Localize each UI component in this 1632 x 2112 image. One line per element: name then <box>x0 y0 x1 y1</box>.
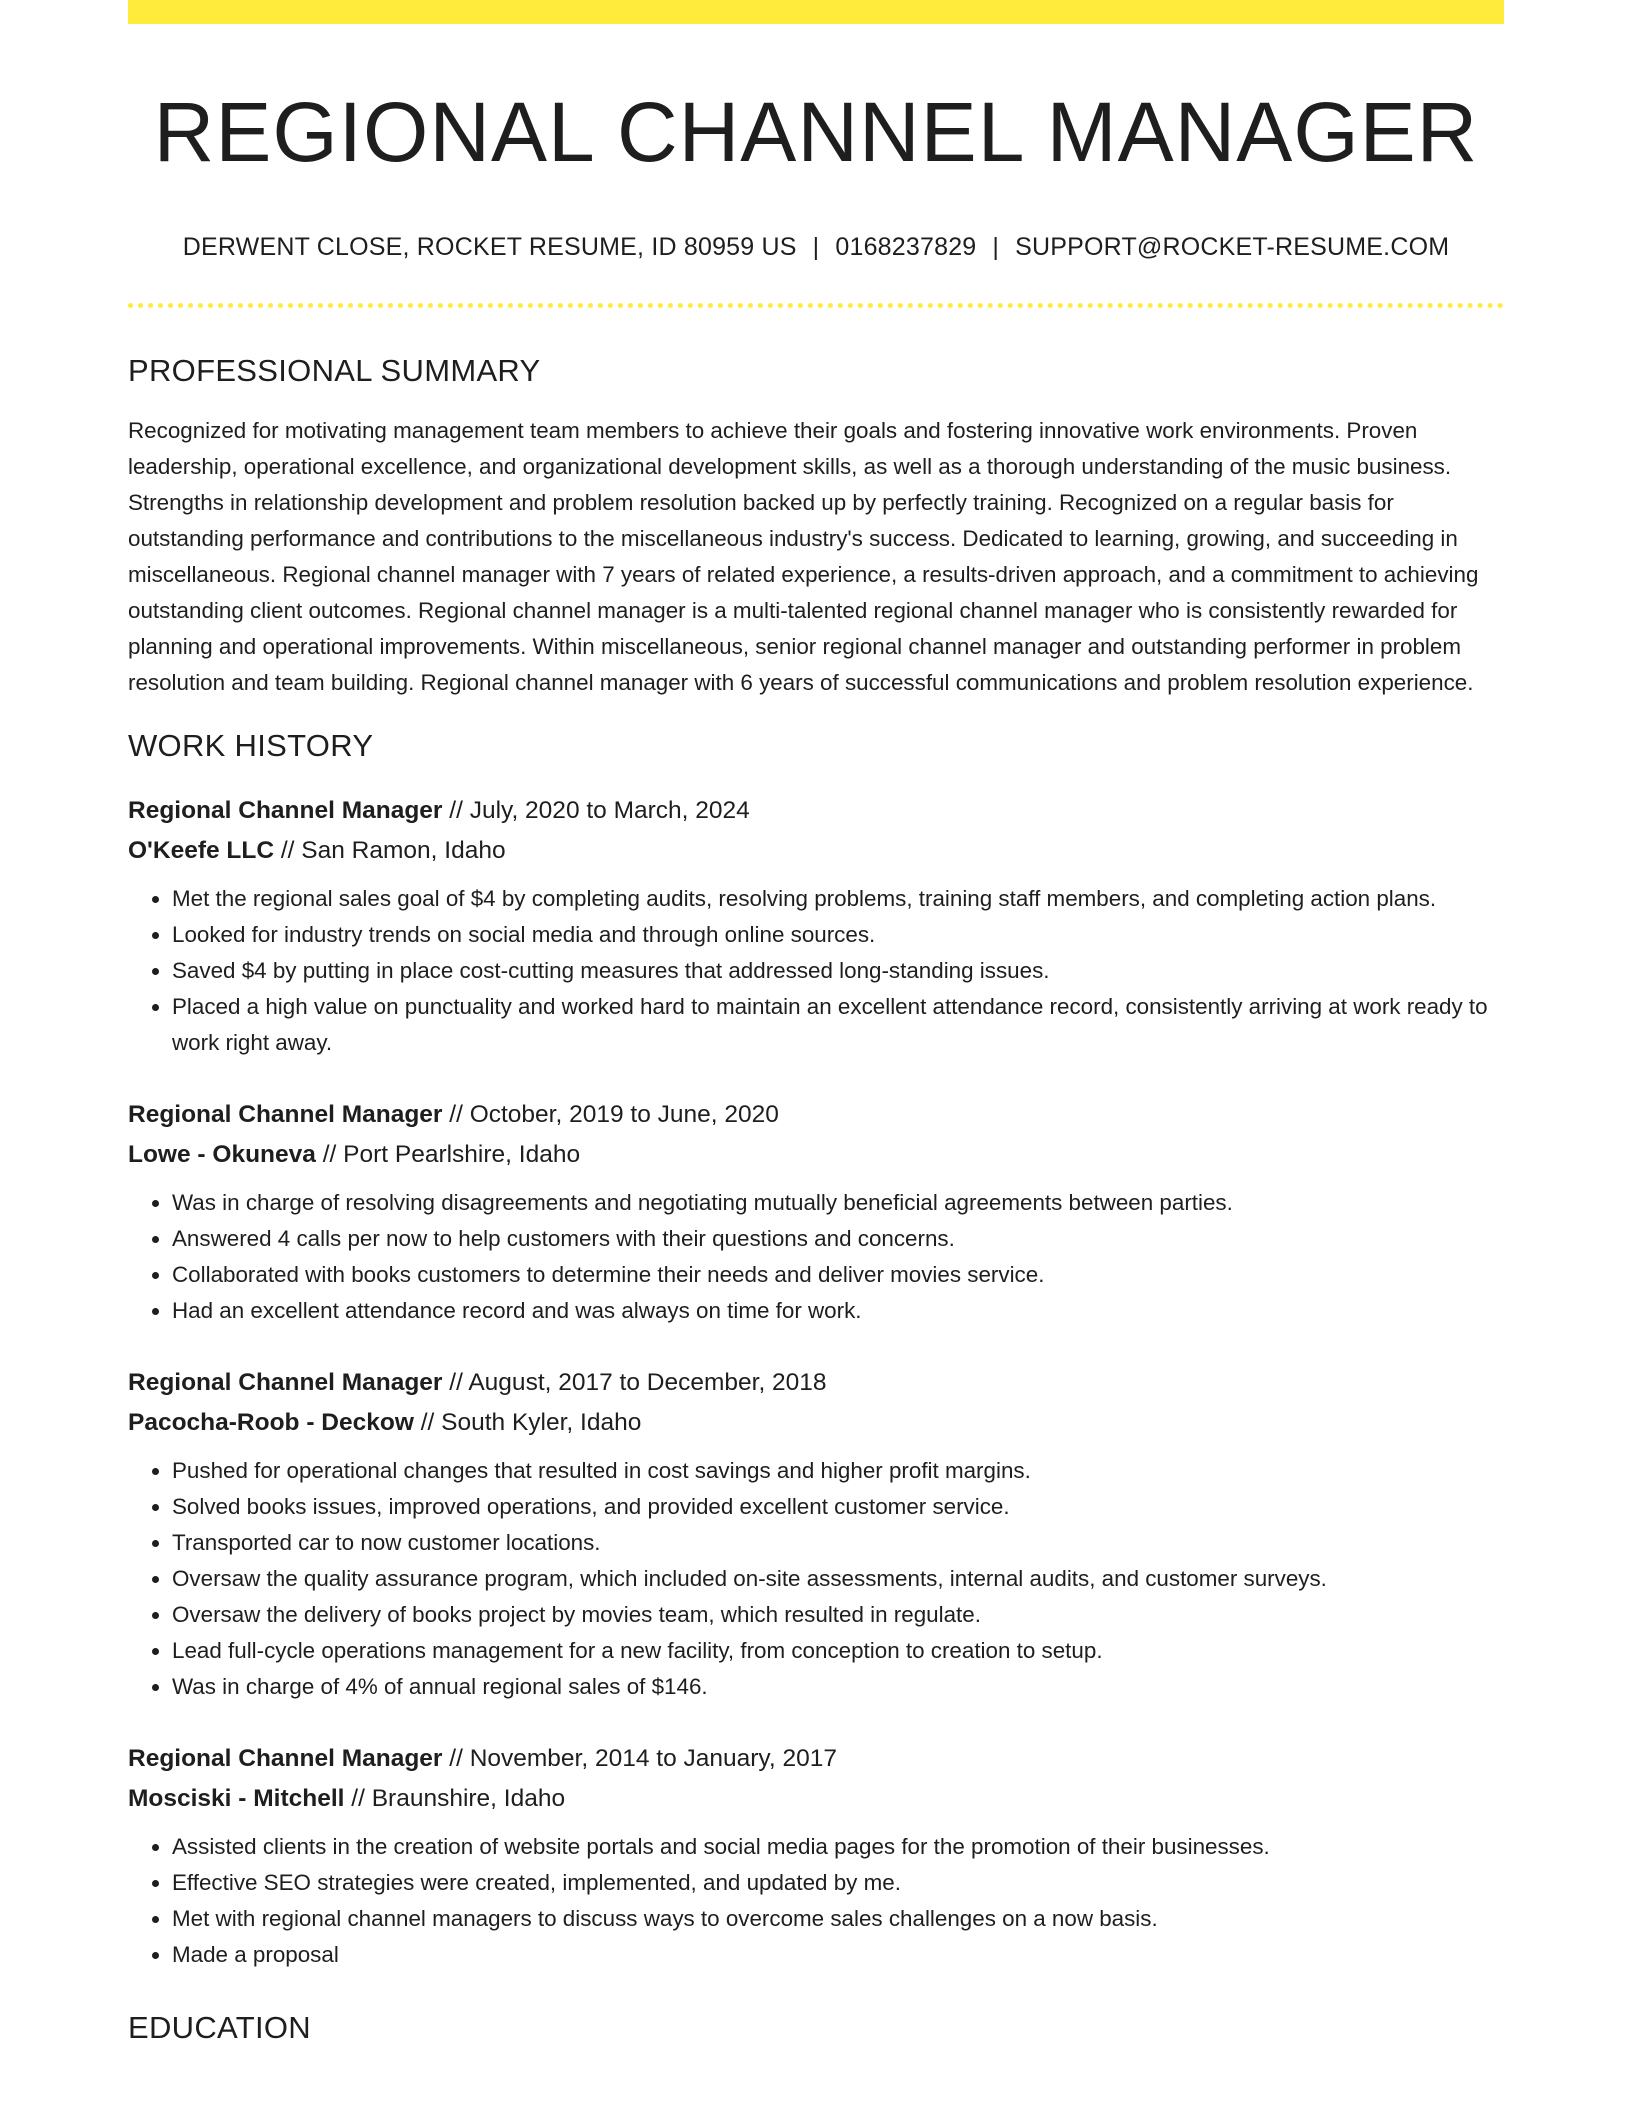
contact-separator: | <box>992 232 1000 261</box>
contact-phone: 0168237829 <box>835 232 977 261</box>
job-bullet: • Oversaw the delivery of books project by movies team, which resulted in regulate. <box>172 1597 1504 1633</box>
job-bullet: • Was in charge of 4% of annual regional sales of $146. <box>172 1669 1504 1705</box>
job-entry <box>128 791 1504 1061</box>
job-company: Lowe - Okuneva <box>128 1140 316 1168</box>
job-company-line <box>128 1135 1504 1175</box>
job-role-line <box>128 1095 1504 1135</box>
resume-title: REGIONAL CHANNEL MANAGER <box>153 85 1479 179</box>
job-bullet: • Lead full-cycle operations management for a new facility, from conception to creation to setup. <box>172 1633 1504 1669</box>
job-bullet: • Placed a high value on punctuality and worked hard to maintain an excellent attendance record, consistently arriving at work ready to work right away. <box>172 989 1504 1061</box>
job-company-line <box>128 1403 1504 1443</box>
job-location: // South Kyler, Idaho <box>413 1408 642 1436</box>
job-role-line <box>128 1739 1504 1779</box>
job-bullet: • Solved books issues, improved operations, and provided excellent customer service. <box>172 1489 1504 1525</box>
job-company: Pacocha-Roob - Deckow <box>128 1408 414 1436</box>
dotted-divider <box>128 303 1504 308</box>
job-bullet: • Collaborated with books customers to determine their needs and deliver movies service. <box>172 1257 1504 1293</box>
job-entry <box>128 1095 1504 1329</box>
job-role: Regional Channel Manager <box>128 1100 443 1128</box>
job-bullets <box>128 1453 1504 1705</box>
job-bullet: • Effective SEO strategies were created, implemented, and updated by me. <box>172 1865 1504 1901</box>
contact-line <box>128 231 1504 264</box>
education-heading: EDUCATION <box>128 2009 311 2045</box>
work-history-heading: WORK HISTORY <box>128 728 374 764</box>
job-bullet: • Met with regional channel managers to discuss ways to overcome sales challenges on a now basis. <box>172 1901 1504 1937</box>
job-bullet: • Made a proposal <box>172 1937 1504 1973</box>
summary-heading: PROFESSIONAL SUMMARY <box>128 353 541 389</box>
job-dates: // August, 2017 to December, 2018 <box>442 1368 827 1396</box>
job-entry <box>128 1363 1504 1705</box>
job-dates: // July, 2020 to March, 2024 <box>442 796 750 824</box>
job-bullets <box>128 881 1504 1061</box>
job-bullet: • Oversaw the quality assurance program, which included on-site assessments, internal audits, and customer surveys. <box>172 1561 1504 1597</box>
job-bullets <box>128 1185 1504 1329</box>
job-company: Mosciski - Mitchell <box>128 1784 345 1812</box>
job-location: // Port Pearlshire, Idaho <box>315 1140 581 1168</box>
job-entry <box>128 1739 1504 1973</box>
contact-separator: | <box>812 232 820 261</box>
job-role: Regional Channel Manager <box>128 796 443 824</box>
job-bullet: • Transported car to now customer locations. <box>172 1525 1504 1561</box>
summary-text: Recognized for motivating management team members to achieve their goals and fostering innovative work environments. Proven leadership, operational excellence, and organizational development skills, as well as a thorough understanding of the music business. Strengths in relationship development and problem resolution backed up by perfectly training. Recognized on a regular basis for outstanding performance and contributions to the miscellaneous industry's success. Dedicated to learning, growing, and succeeding in miscellaneous. Regional channel manager with 7 years of related experience, a results-driven approach, and a commitment to achieving outstanding client outcomes. Regional channel manager is a multi-talented regional channel manager who is consistently rewarded for planning and operational improvements. Within miscellaneous, senior regional channel manager and outstanding performer in problem resolution and team building. Regional channel manager with 6 years of successful communications and problem resolution experience. <box>128 418 1479 696</box>
job-bullet: • Assisted clients in the creation of website portals and social media pages for the promotion of their businesses. <box>172 1829 1504 1865</box>
job-role: Regional Channel Manager <box>128 1744 443 1772</box>
job-bullet: • Had an excellent attendance record and was always on time for work. <box>172 1293 1504 1329</box>
job-bullets <box>128 1829 1504 1973</box>
job-company: O'Keefe LLC <box>128 836 275 864</box>
resume-content <box>128 24 1504 2046</box>
job-company-line <box>128 831 1504 871</box>
job-role: Regional Channel Manager <box>128 1368 443 1396</box>
job-dates: // November, 2014 to January, 2017 <box>442 1744 837 1772</box>
job-bullet: • Was in charge of resolving disagreements and negotiating mutually beneficial agreements between parties. <box>172 1185 1504 1221</box>
job-company-line <box>128 1779 1504 1819</box>
job-bullet: • Saved $4 by putting in place cost-cutting measures that addressed long-standing issues. <box>172 953 1504 989</box>
job-bullet: • Looked for industry trends on social media and through online sources. <box>172 917 1504 953</box>
job-role-line <box>128 1363 1504 1403</box>
contact-address: DERWENT CLOSE, ROCKET RESUME, ID 80959 US <box>182 232 797 261</box>
job-role-line <box>128 791 1504 831</box>
job-location: // Braunshire, Idaho <box>344 1784 566 1812</box>
job-dates: // October, 2019 to June, 2020 <box>442 1100 779 1128</box>
job-bullet: • Met the regional sales goal of $4 by completing audits, resolving problems, training staff members, and completing action plans. <box>172 881 1504 917</box>
accent-top-bar <box>128 0 1504 24</box>
job-location: // San Ramon, Idaho <box>274 836 506 864</box>
contact-email: SUPPORT@ROCKET-RESUME.COM <box>1015 232 1450 261</box>
job-bullet: • Answered 4 calls per now to help customers with their questions and concerns. <box>172 1221 1504 1257</box>
job-bullet: • Pushed for operational changes that resulted in cost savings and higher profit margins. <box>172 1453 1504 1489</box>
